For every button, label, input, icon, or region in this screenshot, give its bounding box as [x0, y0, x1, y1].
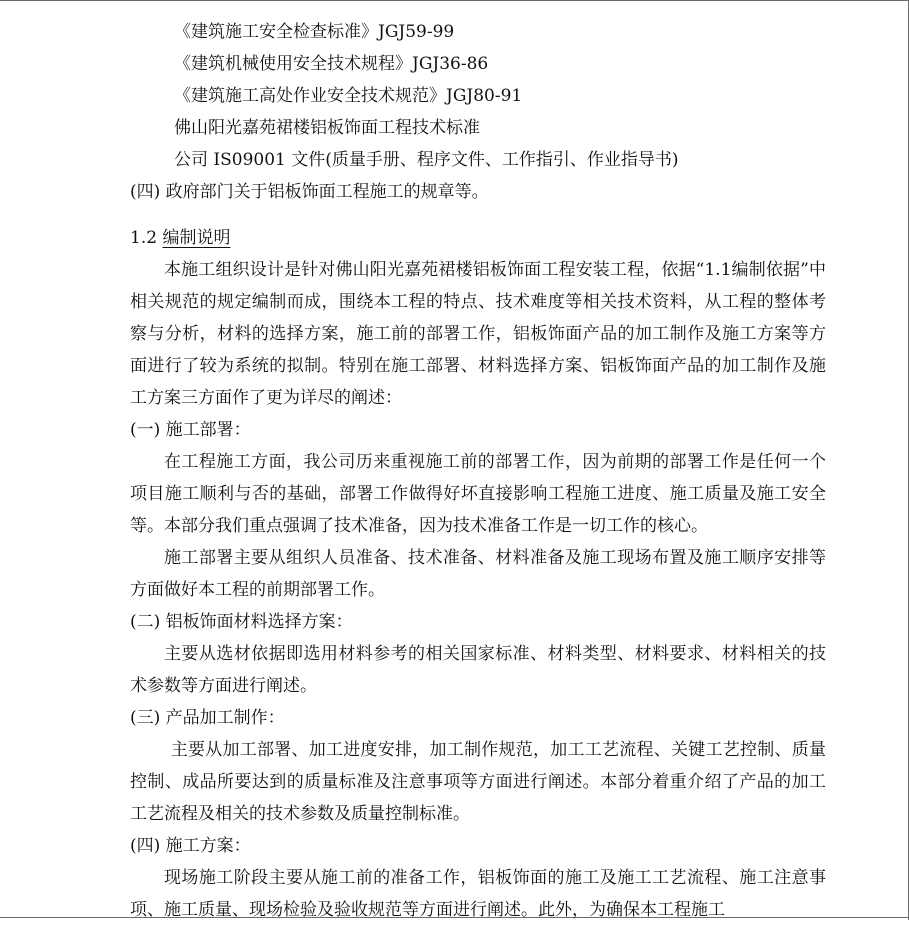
reference-list: [130, 16, 826, 176]
reference-item: 公司 IS09001 文件(质量手册、程序文件、工作指引、作业指导书): [174, 150, 679, 170]
item-paragraph: 主要从加工部署、加工进度安排，加工制作规范，加工工艺流程、关键工艺控制、质量控制、成品所要达到的质量标准及注意事项等方面进行阐述。本部分着重介绍了产品的加工工艺流程及相关的技术参数及质量控制标准。: [130, 740, 826, 824]
item-paragraph: 施工部署主要从组织人员准备、技术准备、材料准备及施工现场布置及施工顺序安排等方面做好本工程的前期部署工作。: [130, 548, 826, 600]
section-number: 1.2: [130, 228, 158, 248]
reference-item: 《建筑机械使用安全技术规程》JGJ36-86: [174, 54, 489, 74]
item-heading-deployment: (一) 施工部署：: [130, 420, 251, 440]
reference-item: 《建筑施工高处作业安全技术规范》JGJ80-91: [174, 86, 523, 106]
page-top-border: [0, 0, 909, 1]
reference-item: 佛山阳光嘉苑裙楼铝板饰面工程技术标准: [174, 118, 480, 138]
item-paragraph: 在工程施工方面，我公司历来重视施工前的部署工作，因为前期的部署工作是任何一个项目施工顺利与否的基础，部署工作做得好坏直接影响工程施工进度、施工质量及施工安全等。本部分我们重点强调了技术准备，因为技术准备工作是一切工作的核心。: [130, 452, 826, 536]
reference-item: 《建筑施工安全检查标准》JGJ59-99: [174, 22, 455, 42]
document-page: [130, 16, 826, 926]
item-heading-materials: (二) 铝板饰面材料选择方案：: [130, 612, 353, 632]
item-paragraph: 现场施工阶段主要从施工前的准备工作，铝板饰面的施工及施工工艺流程、施工注意事项、施工质量、现场检验及验收规范等方面进行阐述。此外，为确保本工程施工: [130, 868, 826, 920]
basis-item-4: (四) 政府部门关于铝板饰面工程施工的规章等。: [130, 182, 489, 202]
item-paragraph: 主要从选材依据即选用材料参考的相关国家标准、材料类型、材料要求、材料相关的技术参数等方面进行阐述。: [130, 644, 826, 696]
item-heading-fabrication: (三) 产品加工制作：: [130, 708, 285, 728]
item-heading-construction-plan: (四) 施工方案：: [130, 836, 251, 856]
section-title: 编制说明: [162, 228, 231, 248]
section-heading: [130, 222, 826, 254]
section-intro: 本施工组织设计是针对佛山阳光嘉苑裙楼铝板饰面工程安装工程，依据“1.1编制依据”中相关规范的规定编制而成，围绕本工程的特点、技术难度等相关技术资料，从工程的整体考察与分析，材料的选择方案，施工前的部署工作，铝板饰面产品的加工制作及施工方案等方面进行了较为系统的拟制。特别在施工部署、材料选择方案、铝板饰面产品的加工制作及施工方案三方面作了更为详尽的阐述：: [130, 260, 826, 408]
